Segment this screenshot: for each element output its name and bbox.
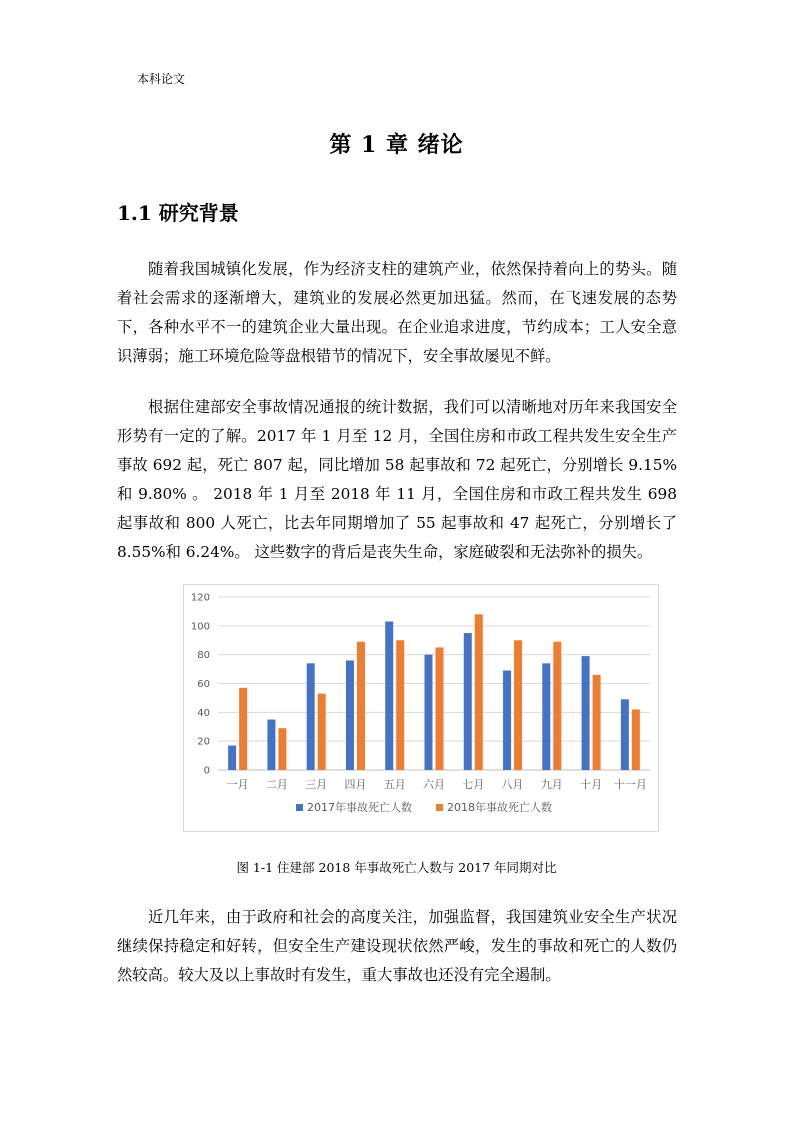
legend-swatch <box>436 804 443 811</box>
bar-series2 <box>318 694 326 770</box>
legend-label: 2017年事故死亡人数 <box>307 801 412 814</box>
x-tick-label: 一月 <box>226 778 249 791</box>
paragraph-1: 随着我国城镇化发展，作为经济支柱的建筑产业，依然保持着向上的势头。随着社会需求的逐渐增大，建筑业的发展必然更加迅猛。然而，在飞速发展的态势下，各种水平不一的建筑企业大量出现。在企业追求进度，节约成本；工人安全意识薄弱；施工环境危险等盘根错节的情况下，安全事故屡见不鲜。 <box>117 260 677 365</box>
paragraph-2: 根据住建部安全事故情况通报的统计数据，我们可以清晰地对历年来我国安全形势有一定的了解。2017 年 1 月至 12 月，全国住房和市政工程共发生安全生产事故 692 起，死亡 807 起，同比增加 58 起事故和 72 起死亡，分别增长 9.15%和 9.80% 。 2018 年 1 月至 2018 年 11 月，全国住房和市政工程共发生 698 起事故和 800 人死亡，比去年同期增加了 55 起事故和 47 起死亡，分别增长了 8.55%和 6.24%。 这些数字的背后是丧失生命，家庭破裂和无法弥补的损失。 <box>117 398 677 561</box>
y-tick-label: 20 <box>197 736 210 748</box>
bar-series1 <box>228 745 236 770</box>
x-tick-label: 五月 <box>383 778 406 791</box>
bar-series1 <box>267 720 275 770</box>
bar-series1 <box>621 699 629 770</box>
bar-series2 <box>396 640 404 770</box>
x-tick-label: 三月 <box>305 778 328 791</box>
page-header: 本科论文 <box>137 72 186 86</box>
figure-caption: 图 1-1 住建部 2018 年事故死亡人数与 2017 年同期对比 <box>236 860 557 875</box>
legend-swatch <box>296 804 303 811</box>
bar-series2 <box>514 640 522 770</box>
y-tick-label: 40 <box>197 707 210 719</box>
bar-series2 <box>632 709 640 770</box>
x-tick-label: 七月 <box>462 778 485 791</box>
bar-series1 <box>542 663 550 770</box>
x-tick-label: 二月 <box>265 778 288 791</box>
y-tick-label: 80 <box>197 650 210 662</box>
bar-series1 <box>582 656 590 770</box>
bar-series1 <box>503 671 511 770</box>
x-tick-label: 十月 <box>580 778 603 791</box>
bar-series2 <box>278 728 286 770</box>
x-tick-label: 十一月 <box>613 778 647 791</box>
x-tick-label: 九月 <box>540 778 563 791</box>
bar-chart <box>184 585 658 831</box>
x-tick-label: 四月 <box>344 778 367 791</box>
bar-series1 <box>385 622 393 770</box>
section-title: 1.1 研究背景 <box>117 201 239 225</box>
bar-series2 <box>436 647 444 770</box>
paragraph-3: 近几年来，由于政府和社会的高度关注，加强监督，我国建筑业安全生产状况继续保持稳定和好转，但安全生产建设现状依然严峻，发生的事故和死亡的人数仍然较高。较大及以上事故时有发生，重大事故也还没有完全遏制。 <box>117 908 677 984</box>
bar-series1 <box>464 633 472 770</box>
bar-series1 <box>346 660 354 770</box>
chapter-title: 第 1 章 绪论 <box>329 132 464 158</box>
y-tick-label: 120 <box>190 592 210 604</box>
y-tick-label: 60 <box>197 679 210 690</box>
bar-series2 <box>553 642 561 770</box>
bar-series2 <box>239 688 247 770</box>
y-tick-label: 0 <box>203 765 210 777</box>
bar-series1 <box>425 655 433 770</box>
bar-series2 <box>475 614 483 770</box>
bar-series2 <box>357 642 365 770</box>
y-tick-label: 100 <box>190 621 210 633</box>
bar-series1 <box>307 663 315 770</box>
x-tick-label: 六月 <box>423 778 445 791</box>
chart-figure <box>183 584 659 832</box>
bar-series2 <box>593 675 601 770</box>
x-tick-label: 八月 <box>501 778 524 791</box>
legend-label: 2018年事故死亡人数 <box>447 801 552 814</box>
